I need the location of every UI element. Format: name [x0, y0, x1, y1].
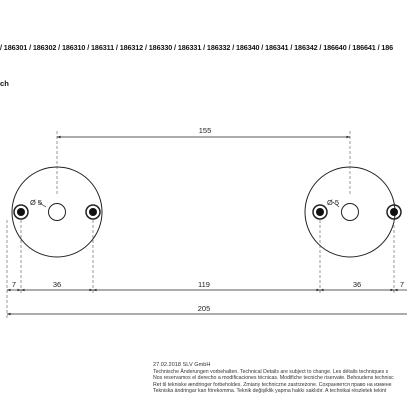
- dim-label-7-left: 7: [11, 280, 17, 289]
- left-center-bore: [49, 204, 66, 221]
- disclaimer-line: Nos reservamos el derecho a modificaciones técnicas. Modifiche tecniche riservate. Behoudens technisc: [153, 375, 394, 382]
- right-inner-screw-hole: [313, 205, 327, 219]
- left-hole-diameter-label: Ø 5: [30, 198, 43, 207]
- dim-label-7-right: 7: [399, 280, 405, 289]
- footer-disclaimer: [153, 369, 394, 394]
- right-outer-screw-hole: [387, 205, 401, 219]
- dim-label-36-right: 36: [352, 280, 362, 289]
- left-outer-screw-hole: [14, 205, 28, 219]
- disclaimer-line: Tekniska ändringar kan förekomma. Teknik değişiklik yapma hakkı saklıdır. A technikai részletek tekint: [153, 387, 387, 394]
- disclaimer-line: Technische Änderungen vorbehalten. Technical Details are subject to change. Les détails techniques s: [153, 369, 389, 375]
- title-fragment: ch: [0, 79, 9, 88]
- left-inner-screw-hole: [86, 205, 100, 219]
- dim-label-36-left: 36: [52, 280, 62, 289]
- disclaimer-line: Ret til tekniske ændringer forbeholdes. Zmiany techniczne zastrzeżone. Сохраняется право на измене: [153, 381, 392, 388]
- dim-label-155: 155: [198, 126, 212, 135]
- right-center-bore: [342, 204, 359, 221]
- dim-label-119: 119: [198, 280, 210, 289]
- right-hole-diameter-label: Ø 5: [327, 198, 340, 207]
- footer-date-company: 27.02.2018 SLV GmbH: [153, 362, 211, 368]
- left-mounting-disc: [12, 167, 102, 257]
- article-number-list: / 186301 / 186302 / 186310 / 186311 / 186312 / 186330 / 186331 / 186332 / 186340 / 186341 / 186342 / 186640 / 186641 / 186: [0, 43, 394, 52]
- right-mounting-disc: [305, 167, 401, 257]
- dim-label-205: 205: [197, 304, 211, 313]
